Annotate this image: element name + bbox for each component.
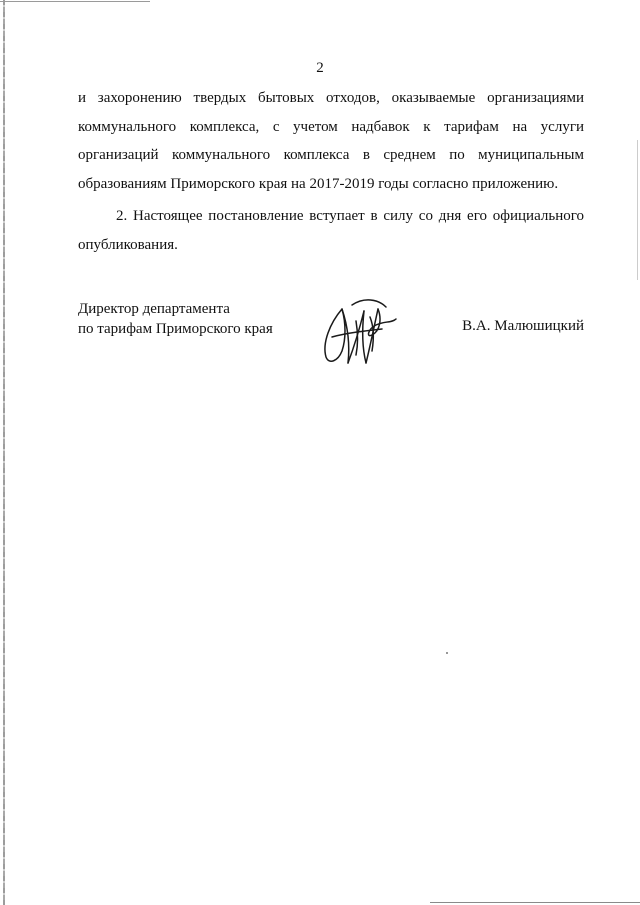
signature-block xyxy=(78,299,584,379)
scan-edge-top xyxy=(0,1,150,2)
page-number: 2 xyxy=(316,60,324,76)
scan-edge-bottom xyxy=(430,902,640,903)
scan-speck xyxy=(446,652,448,654)
scan-edge-left xyxy=(3,0,5,905)
paragraph-item-2: 2. Настоящее постановление вступает в силу со дня его официального опубликования. xyxy=(78,208,584,253)
paragraph-continuation: и захоронению твердых бытовых отходов, оказываемые организациями коммунального комплекса, с учетом надбавок к тарифам на услуги организаций коммунального комплекса в среднем по муниципальным образованиям Приморского края на 2017-2019 годы согласно приложению. xyxy=(78,90,584,192)
scan-edge-right xyxy=(637,140,638,280)
document-body xyxy=(78,84,584,259)
position-line-1: Директор департамента xyxy=(78,301,230,317)
position-line-2: по тарифам Приморского края xyxy=(78,321,273,337)
signatory-name: В.А. Малюшицкий xyxy=(462,318,584,334)
signatory-position xyxy=(78,299,273,339)
handwritten-signature-icon xyxy=(312,293,398,371)
